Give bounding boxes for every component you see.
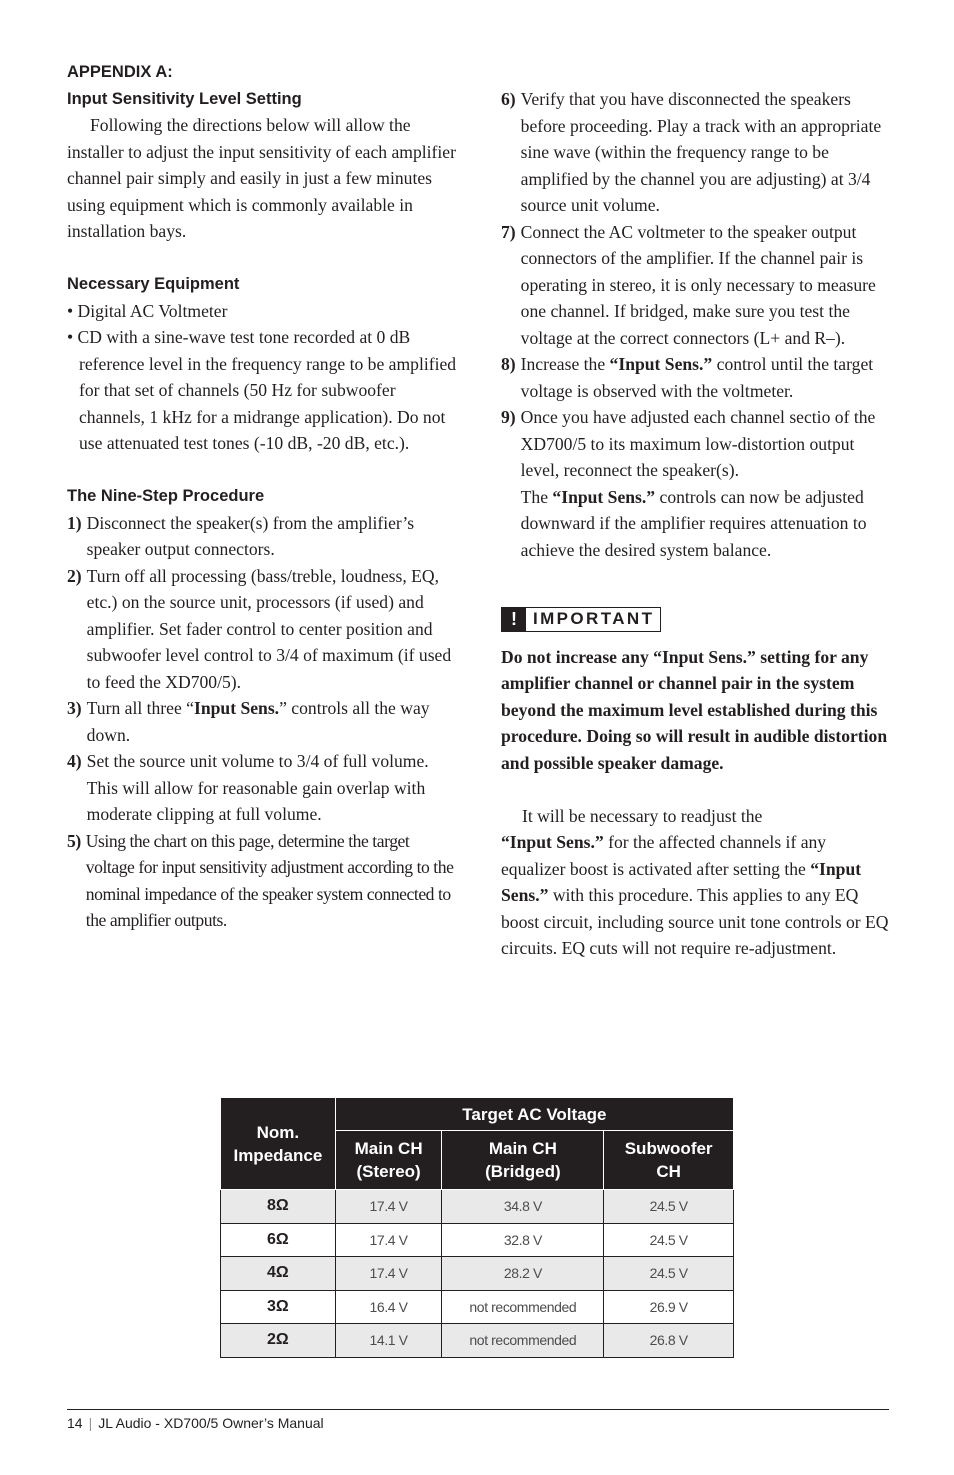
note-text: It will be necessary to readjust the <box>522 805 763 826</box>
step-number: 9) <box>501 407 516 427</box>
bridged-cell: not recommended <box>442 1324 604 1358</box>
subwoofer-cell: 24.5 V <box>604 1257 734 1291</box>
note-text: for the affected channels if any equalizer boost is activated after setting the <box>501 832 827 879</box>
step-3 <box>67 695 459 748</box>
step-5 <box>67 828 459 934</box>
input-sens-term: “Input Sens.” <box>552 486 656 507</box>
left-column <box>67 59 459 934</box>
bridged-cell: not recommended <box>442 1290 604 1324</box>
subwoofer-cell: 26.9 V <box>604 1290 734 1324</box>
step-text-part: Increase the <box>520 354 610 374</box>
bridged-cell: 28.2 V <box>442 1257 604 1291</box>
procedure-heading: The Nine-Step Procedure <box>67 487 265 505</box>
target-voltage-header: Target AC Voltage <box>335 1098 733 1131</box>
input-sens-term: “Input Sens.” <box>501 858 862 905</box>
right-column <box>501 86 893 962</box>
step-text <box>87 695 459 748</box>
table-row <box>221 1324 734 1358</box>
step-1 <box>67 510 459 563</box>
step-9 <box>501 404 893 563</box>
step-text: Connect the AC voltmeter to the speaker output connectors of the amplifier. If the channel pair is operating in stereo, it is only necessary to measure one channel. If bridged, make sure you test the voltage at the correct connectors (L+ and R–). <box>520 221 876 348</box>
target-voltage-table <box>220 1097 734 1358</box>
stereo-cell: 17.4 V <box>335 1257 442 1291</box>
subwoofer-header: Subwoofer CH <box>604 1131 734 1190</box>
impedance-cell: 8Ω <box>221 1190 336 1224</box>
step-text: Disconnect the speaker(s) from the amplifier’s speaker output connectors. <box>86 512 415 559</box>
important-label: IMPORTANT <box>533 609 655 628</box>
bridged-cell: 34.8 V <box>442 1190 604 1224</box>
step-text: Set the source unit volume to 3/4 of full volume. This will allow for reasonable gain overlap with moderate clipping at full volume. <box>86 751 429 824</box>
important-badge <box>501 607 661 632</box>
stereo-header: Main CH (Stereo) <box>335 1131 442 1190</box>
equipment-item: • Digital AC Voltmeter <box>67 300 228 321</box>
step-number: 5) <box>67 830 81 851</box>
subwoofer-cell: 24.5 V <box>604 1223 734 1257</box>
page-footer <box>67 1415 324 1431</box>
step-text: Verify that you have disconnected the speakers before proceeding. Play a track with an appropriate sine wave (within the frequency range to be amplified by the channel you are adjusting) at 3/4 source unit volume. <box>520 89 882 215</box>
step-number: 2) <box>67 565 82 586</box>
step-number: 1) <box>67 512 82 533</box>
intro-paragraph: Following the directions below will allow the installer to adjust the input sensitivity of each amplifier channel pair simply and easily in just a few minutes using equipment which is commonly available in installation bays. <box>67 115 456 241</box>
footer-separator: | <box>88 1415 93 1431</box>
warning-text: Do not increase any “Input Sens.” setting for any amplifier channel or channel pair in the system beyond the maximum level established during this procedure. Doing so will result in audible distortion and possible speaker damage. <box>501 646 888 773</box>
step-4 <box>67 748 459 828</box>
step-6 <box>501 86 893 219</box>
appendix-label: APPENDIX A: <box>67 63 173 81</box>
equipment-item: • CD with a sine-wave test tone recorded at 0 dB reference level in the frequency range to be amplified for that set of channels (50 Hz for subwoofer channels, 1 kHz for a midrange application). Do not use attenuated test tones (-10 dB, -20 dB, etc.). <box>67 327 457 453</box>
impedance-header: Nom. Impedance <box>221 1098 336 1190</box>
table-row <box>221 1223 734 1257</box>
manual-title: JL Audio - XD700/5 Owner’s Manual <box>98 1415 324 1431</box>
footer-divider <box>67 1409 889 1410</box>
step-number: 3) <box>67 698 82 718</box>
bridged-header: Main CH (Bridged) <box>442 1131 604 1190</box>
stereo-cell: 16.4 V <box>335 1290 442 1324</box>
step-8 <box>501 351 893 404</box>
impedance-cell: 3Ω <box>221 1290 336 1324</box>
step-7 <box>501 219 893 352</box>
stereo-cell: 14.1 V <box>335 1324 442 1358</box>
appendix-title: Input Sensitivity Level Setting <box>67 89 302 108</box>
stereo-cell: 17.4 V <box>335 1223 442 1257</box>
table-row <box>221 1290 734 1324</box>
impedance-cell: 6Ω <box>221 1223 336 1257</box>
step-text-part: controls can now be adjusted downward if the amplifier requires attenuation to achieve the desired system balance. <box>520 486 867 560</box>
step-text <box>521 404 893 563</box>
step-text-part: The <box>520 486 553 507</box>
input-sens-term: “Input Sens.” <box>609 354 713 374</box>
subwoofer-cell: 24.5 V <box>604 1190 734 1224</box>
step-number: 6) <box>501 89 516 109</box>
step-text-part: Once you have adjusted each channel sectio of the XD700/5 to its maximum low-distortion output level, reconnect the speaker(s). <box>520 407 876 480</box>
step-number: 7) <box>501 221 516 242</box>
input-sens-term: Input Sens. <box>194 698 280 718</box>
subwoofer-cell: 26.8 V <box>604 1324 734 1358</box>
step-text: Turn off all processing (bass/treble, loudness, EQ, etc.) on the source unit, processors (if used) and amplifier. Set fader control to center position and subwoofer level control to 3/4 of maximum (if used to feed the XD700/5). <box>86 565 452 692</box>
equipment-heading: Necessary Equipment <box>67 275 240 293</box>
table-row <box>221 1190 734 1224</box>
step-text-part: ” controls all the way down. <box>86 698 430 745</box>
step-text-part: Turn all three “ <box>86 698 194 718</box>
eq-note <box>501 803 893 962</box>
step-2 <box>67 563 459 696</box>
bridged-cell: 32.8 V <box>442 1223 604 1257</box>
exclamation-icon: ! <box>502 608 526 631</box>
step-number: 8) <box>501 354 516 374</box>
impedance-cell: 2Ω <box>221 1324 336 1358</box>
step-text: Using the chart on this page, determine the target voltage for input sensitivity adjustment according to the nominal impedance of the speaker system connected to the amplifier outputs. <box>85 830 454 930</box>
step-text-part: control until the target voltage is observed with the voltmeter. <box>520 354 874 401</box>
input-sens-term: “Input Sens.” <box>501 832 604 852</box>
note-text: with this procedure. This applies to any EQ boost circuit, including source unit tone controls or EQ circuits. EQ cuts will not require re-adjustment. <box>501 885 889 958</box>
stereo-cell: 17.4 V <box>335 1190 442 1224</box>
table-row <box>221 1257 734 1291</box>
step-number: 4) <box>67 751 82 771</box>
step-text <box>521 351 893 404</box>
impedance-cell: 4Ω <box>221 1257 336 1291</box>
page-number: 14 <box>67 1415 83 1431</box>
